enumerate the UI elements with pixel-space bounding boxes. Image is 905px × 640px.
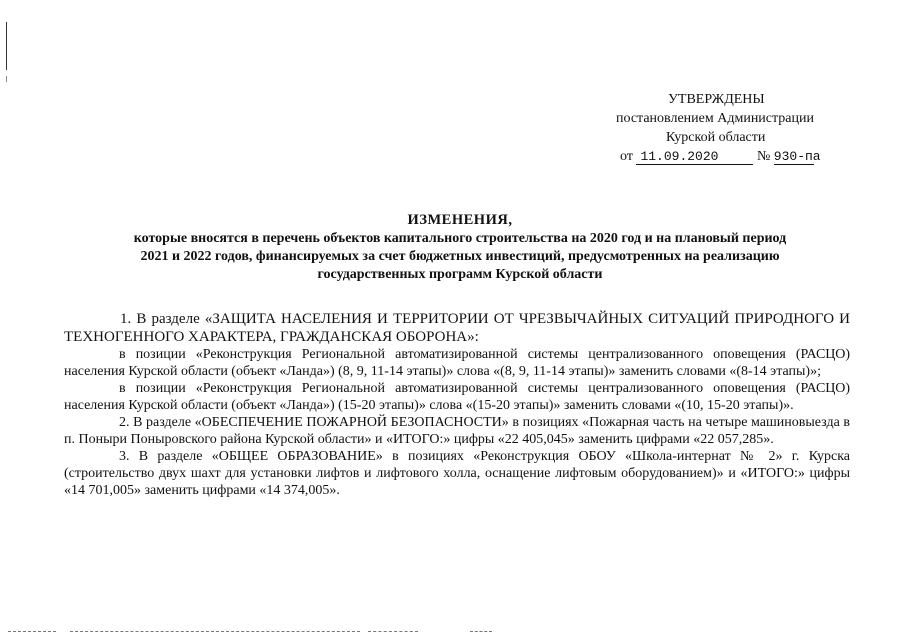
document-heading [60, 211, 860, 284]
approval-date-number [612, 147, 842, 166]
heading-line-3: государственных программ Курской области [317, 267, 603, 282]
section-1-paragraph: 1. В разделе «ЗАЩИТА НАСЕЛЕНИЯ И ТЕРРИТОРИИ ОТ ЧРЕЗВЫЧАЙНЫХ СИТУАЦИЙ ПРИРОДНОГО И ТЕХНОГЕННОГО ХАРАКТЕРА, ГРАЖДАНСКАЯ ОБОРОНА»: [64, 311, 850, 345]
heading-line-1: которые вносятся в перечень объектов капитального строительства на 2020 год и на плановый период [133, 231, 787, 246]
scan-edge-line [6, 22, 7, 70]
approval-title: УТВЕРЖДЕНЫ [668, 92, 765, 107]
number-prefix: № [756, 149, 771, 164]
date-prefix: от [620, 149, 633, 164]
heading-title: ИЗМЕНЕНИЯ, [407, 212, 513, 228]
scan-artifact-line [368, 631, 418, 633]
section-2-paragraph: 2. В разделе «ОБЕСПЕЧЕНИЕ ПОЖАРНОЙ БЕЗОПАСНОСТИ» в позициях «Пожарная часть на четыре машиновыезда в п. Поныри Поныровского района Курской области» и «ИТОГО:» цифры «22 405,045» заменить цифрами «22 057,285». [64, 415, 850, 447]
heading-line-2: 2021 и 2022 годов, финансируемых за счет бюджетных инвестиций, предусмотренных на реализацию [140, 249, 780, 264]
scan-artifact-line [8, 631, 56, 633]
section-1-item-2: в позиции «Реконструкция Региональной автоматизированной системы централизованного оповещения (РАСЦО) населения Курской области (объект «Ланда») (15-20 этапы)» слова «(15-20 этапы)» заменить словами «(10, 15-20 этапы)». [64, 381, 850, 413]
document-body [64, 310, 850, 499]
approval-block [612, 90, 842, 166]
scan-artifact-line [70, 631, 360, 633]
scan-artifact-line [470, 631, 492, 633]
section-3-paragraph: 3. В разделе «ОБЩЕЕ ОБРАЗОВАНИЕ» в позициях «Реконструкция ОБОУ «Школа-интернат № 2» г. Курска (строительство двух шахт для установки лифтов и лифтового холла, оснащение лифтовым оборудованием)» и «ИТОГО:» цифры «14 701,005» заменить цифрами «14 374,005». [64, 449, 850, 498]
scan-edge-mark [6, 76, 7, 82]
approval-decree: постановлением Администрации [616, 111, 814, 126]
approval-number: 930-па [773, 149, 821, 164]
approval-date: 11.09.2020 [636, 149, 753, 165]
approval-region: Курской области [666, 130, 766, 145]
section-1-item-1: в позиции «Реконструкция Региональной автоматизированной системы централизованного оповещения (РАСЦО) населения Курской области (объект «Ланда») (8, 9, 11-14 этапы)» слова «(8, 9, 11-14 этапы)» заменить словами «(8-14 этапы)»; [64, 347, 850, 379]
